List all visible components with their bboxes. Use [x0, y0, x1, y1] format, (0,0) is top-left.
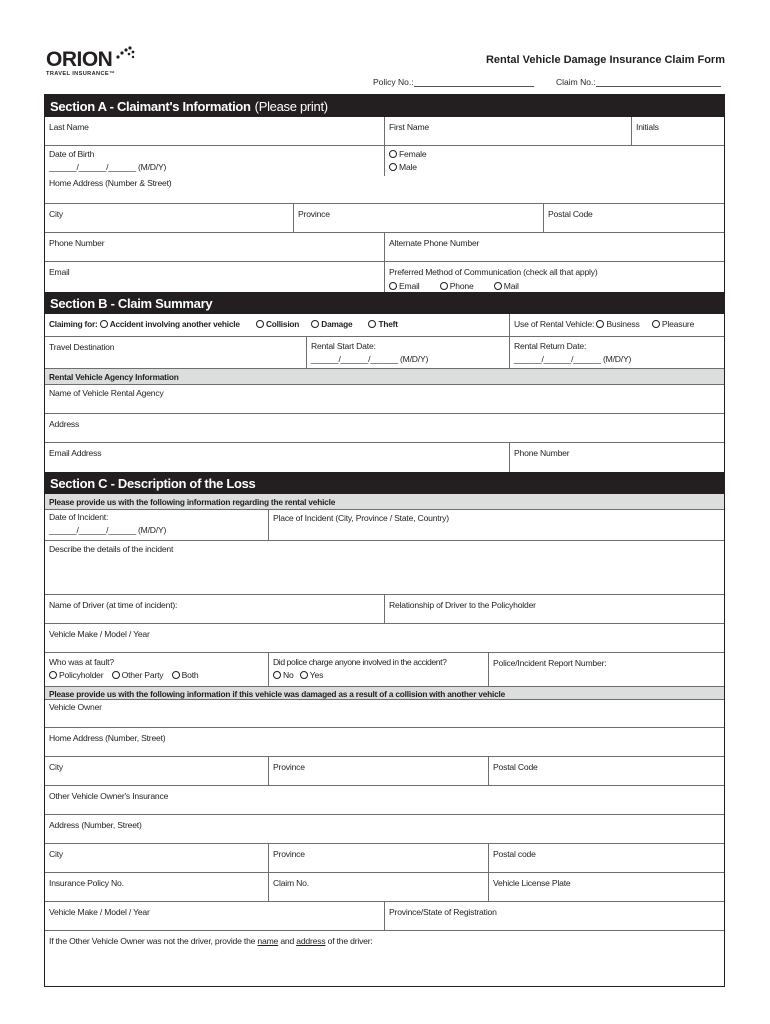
- other-claim-number-field[interactable]: [268, 873, 488, 901]
- incident-date-format: ______/______/______ (M/D/Y): [49, 525, 167, 535]
- insurer-province-field[interactable]: [268, 844, 488, 872]
- incident-place-field[interactable]: [268, 510, 724, 540]
- accident-option[interactable]: [100, 319, 240, 329]
- agency-name-label: Name of Vehicle Rental Agency: [49, 388, 164, 398]
- accident-radio-icon[interactable]: [100, 320, 108, 328]
- damage-radio-icon[interactable]: [311, 320, 319, 328]
- pref-comm-field: [384, 262, 724, 292]
- alt-phone-label: Alternate Phone Number: [389, 238, 480, 248]
- claiming-for-field: [45, 314, 509, 336]
- owner-postal-code-label: Postal Code: [493, 762, 538, 772]
- driver-name-field[interactable]: [45, 595, 384, 623]
- comm-email-option[interactable]: [389, 281, 420, 291]
- agency-info-subheader: Rental Vehicle Agency Information: [45, 369, 724, 385]
- city-label: City: [49, 209, 63, 219]
- charge-yes-option[interactable]: [300, 670, 323, 680]
- report-number-field[interactable]: [488, 653, 724, 686]
- start-date-label: Rental Start Date:: [311, 341, 376, 351]
- other-driver-label-post: of the driver:: [325, 936, 373, 946]
- collision-radio-icon[interactable]: [256, 320, 264, 328]
- initials-label: Initials: [636, 122, 659, 132]
- comm-mail-option[interactable]: [494, 281, 519, 291]
- email-radio-icon[interactable]: [389, 282, 397, 290]
- email-field[interactable]: [45, 262, 384, 292]
- other-driver-label-pre: If the Other Vehicle Owner was not the driver, provide the: [49, 936, 258, 946]
- travel-destination-field[interactable]: [45, 337, 306, 368]
- section-c-header: [45, 472, 724, 494]
- insurance-policy-label: Insurance Policy No.: [49, 878, 124, 888]
- pleasure-radio-icon[interactable]: [652, 320, 660, 328]
- vehicle-make-model-field[interactable]: [45, 624, 724, 652]
- driver-name-label: Name of Driver (at time of incident):: [49, 600, 178, 610]
- dob-field[interactable]: [45, 146, 384, 176]
- gender-female-option[interactable]: [389, 148, 720, 161]
- claim-label: Claim No.:: [556, 77, 596, 87]
- other-driver-label-and: and: [278, 936, 297, 946]
- rental-vehicle-subheader: Please provide us with the following information regarding the rental vehicle: [45, 494, 724, 510]
- dob-format: ______/______/______ (M/D/Y): [49, 162, 167, 172]
- other-make-model-field[interactable]: [45, 902, 384, 930]
- female-label: Female: [399, 149, 427, 159]
- damage-label: Damage: [321, 319, 353, 329]
- gender-field: [384, 146, 724, 176]
- owner-city-field[interactable]: [45, 757, 268, 785]
- other-claim-number-label: Claim No.: [273, 878, 309, 888]
- postal-code-field[interactable]: [543, 204, 724, 232]
- section-a-title: Section A - Claimant's Information: [50, 98, 251, 114]
- incident-details-field[interactable]: [45, 541, 724, 594]
- claiming-for-label: Claiming for:: [49, 319, 98, 329]
- driver-rel-label: Relationship of Driver to the Policyholder: [389, 600, 536, 610]
- logo-wordmark: ORION: [46, 48, 113, 71]
- section-c-title: Section C - Description of the Loss: [50, 475, 256, 491]
- business-option[interactable]: [596, 319, 639, 329]
- postal-code-label: Postal Code: [548, 209, 593, 219]
- female-radio-icon[interactable]: [389, 150, 397, 158]
- fault-field: [45, 653, 268, 686]
- agency-address-label: Address: [49, 419, 80, 429]
- phone-label: Phone Number: [49, 238, 105, 248]
- other-insurance-label: Other Vehicle Owner's Insurance: [49, 791, 169, 801]
- no-label: No: [283, 670, 294, 680]
- province-field[interactable]: [293, 204, 543, 232]
- fault-other-party-option[interactable]: [112, 670, 164, 680]
- start-date-format: ______/______/______ (M/D/Y): [311, 354, 429, 364]
- make-model-label: Vehicle Make / Model / Year: [49, 629, 150, 639]
- agency-phone-label: Phone Number: [514, 448, 570, 458]
- theft-label: Theft: [378, 319, 398, 329]
- agency-email-label: Email Address: [49, 448, 102, 458]
- insurer-city-field[interactable]: [45, 844, 268, 872]
- accident-label: Accident involving another vehicle: [109, 319, 240, 329]
- incident-date-label: Date of Incident:: [49, 512, 109, 522]
- gender-male-option[interactable]: [389, 161, 720, 174]
- mail-radio-icon[interactable]: [494, 282, 502, 290]
- section-b-title: Section B - Claim Summary: [50, 295, 213, 311]
- alt-phone-field[interactable]: [384, 233, 724, 261]
- phone-field[interactable]: [45, 233, 384, 261]
- phone-radio-icon[interactable]: [440, 282, 448, 290]
- agency-address-field[interactable]: [45, 414, 724, 442]
- license-plate-field[interactable]: [488, 873, 724, 901]
- first-name-field[interactable]: [384, 117, 631, 145]
- last-name-label: Last Name: [49, 122, 89, 132]
- insurer-postal-code-label: Postal code: [493, 849, 536, 859]
- travel-dest-label: Travel Destination: [49, 342, 115, 352]
- rental-return-date-field[interactable]: [509, 337, 724, 368]
- logo-dots-icon: [114, 46, 136, 60]
- first-name-label: First Name: [389, 122, 430, 132]
- incident-date-field[interactable]: [45, 510, 268, 540]
- province-label: Province: [298, 209, 330, 219]
- home-address-field[interactable]: [45, 176, 724, 203]
- insurer-city-label: City: [49, 849, 63, 859]
- home-address-label: Home Address (Number & Street): [49, 178, 172, 188]
- vehicle-owner-field[interactable]: [45, 700, 724, 727]
- business-label: Business: [606, 319, 640, 329]
- policyholder-label: Policyholder: [59, 670, 104, 680]
- theft-option[interactable]: [368, 319, 397, 329]
- orion-logo: [46, 50, 146, 86]
- policy-label: Policy No.:: [373, 77, 414, 87]
- owner-province-label: Province: [273, 762, 305, 772]
- agency-name-field[interactable]: [45, 385, 724, 413]
- dob-label: Date of Birth: [49, 149, 95, 159]
- incident-place-label: Place of Incident (City, Province / State, Country): [273, 513, 449, 523]
- comm-mail-label: Mail: [503, 281, 519, 291]
- use-of-vehicle-field: [509, 314, 724, 336]
- other-driver-label-address: address: [296, 936, 326, 946]
- claim-form: [44, 94, 725, 987]
- comm-email-label: Email: [399, 281, 420, 291]
- owner-home-address-field[interactable]: [45, 728, 724, 756]
- report-number-label: Police/Incident Report Number:: [493, 658, 607, 668]
- male-radio-icon[interactable]: [389, 163, 397, 171]
- other-party-label: Other Party: [121, 670, 164, 680]
- pleasure-label: Pleasure: [661, 319, 695, 329]
- section-a-note: (Please print): [254, 98, 328, 114]
- email-label: Email: [49, 267, 70, 277]
- policy-number-field[interactable]: [373, 77, 534, 87]
- other-make-model-label: Vehicle Make / Model / Year: [49, 907, 150, 917]
- other-driver-label-name: name: [257, 936, 279, 946]
- both-label: Both: [181, 670, 199, 680]
- pref-comm-label: Preferred Method of Communication (check all that apply): [389, 267, 598, 277]
- police-charge-label: Did police charge anyone involved in the accident?: [273, 657, 447, 667]
- logo-tagline: TRAVEL INSURANCE: [46, 71, 110, 77]
- vehicle-owner-label: Vehicle Owner: [49, 702, 102, 712]
- agency-email-field[interactable]: [45, 443, 509, 472]
- agency-phone-field[interactable]: [509, 443, 724, 472]
- fault-label: Who was at fault?: [49, 657, 114, 667]
- other-insurance-field[interactable]: [45, 786, 724, 814]
- insurance-policy-field[interactable]: [45, 873, 268, 901]
- form-title: Rental Vehicle Damage Insurance Claim Form: [485, 54, 725, 66]
- license-plate-label: Vehicle License Plate: [493, 878, 571, 888]
- pleasure-option[interactable]: [652, 319, 694, 329]
- driver-relationship-field[interactable]: [384, 595, 724, 623]
- registration-province-field[interactable]: [384, 902, 724, 930]
- registration-province-label: Province/State of Registration: [389, 907, 497, 917]
- fault-both-option[interactable]: [172, 670, 199, 680]
- no-radio-icon[interactable]: [273, 671, 281, 679]
- theft-radio-icon[interactable]: [368, 320, 376, 328]
- owner-postal-code-field[interactable]: [488, 757, 724, 785]
- yes-label: Yes: [309, 670, 324, 680]
- last-name-field[interactable]: [45, 117, 384, 145]
- section-a-header: [45, 95, 724, 117]
- policyholder-radio-icon[interactable]: [49, 671, 57, 679]
- comm-phone-label: Phone: [449, 281, 474, 291]
- both-radio-icon[interactable]: [172, 671, 180, 679]
- male-label: Male: [399, 162, 417, 172]
- incident-details-label: Describe the details of the incident: [49, 544, 174, 554]
- fault-policyholder-option[interactable]: [49, 670, 103, 680]
- insurer-postal-code-field[interactable]: [488, 844, 724, 872]
- claim-number-field[interactable]: [556, 77, 721, 87]
- owner-province-field[interactable]: [268, 757, 488, 785]
- insurer-province-label: Province: [273, 849, 305, 859]
- other-party-radio-icon[interactable]: [112, 671, 120, 679]
- other-driver-field[interactable]: [45, 931, 724, 977]
- insurer-address-field[interactable]: [45, 815, 724, 843]
- owner-city-label: City: [49, 762, 63, 772]
- rental-start-date-field[interactable]: [306, 337, 509, 368]
- damage-option[interactable]: [311, 319, 352, 329]
- section-b-header: [45, 292, 724, 314]
- collision-subheader: Please provide us with the following information if this vehicle was damaged as a result of a collision with another vehicle: [45, 686, 724, 700]
- business-radio-icon[interactable]: [596, 320, 604, 328]
- insurer-address-label: Address (Number, Street): [49, 820, 142, 830]
- logo-trademark: ™: [109, 71, 116, 77]
- collision-option[interactable]: [256, 319, 299, 329]
- use-label: Use of Rental Vehicle:: [514, 319, 595, 329]
- return-date-label: Rental Return Date:: [514, 341, 587, 351]
- comm-phone-option[interactable]: [440, 281, 474, 291]
- charge-no-option[interactable]: [273, 670, 294, 680]
- city-field[interactable]: [45, 204, 293, 232]
- return-date-format: ______/______/______ (M/D/Y): [514, 354, 632, 364]
- collision-label: Collision: [265, 319, 300, 329]
- initials-field[interactable]: [631, 117, 724, 145]
- police-charge-field: [268, 653, 488, 686]
- owner-home-address-label: Home Address (Number, Street): [49, 733, 166, 743]
- yes-radio-icon[interactable]: [300, 671, 308, 679]
